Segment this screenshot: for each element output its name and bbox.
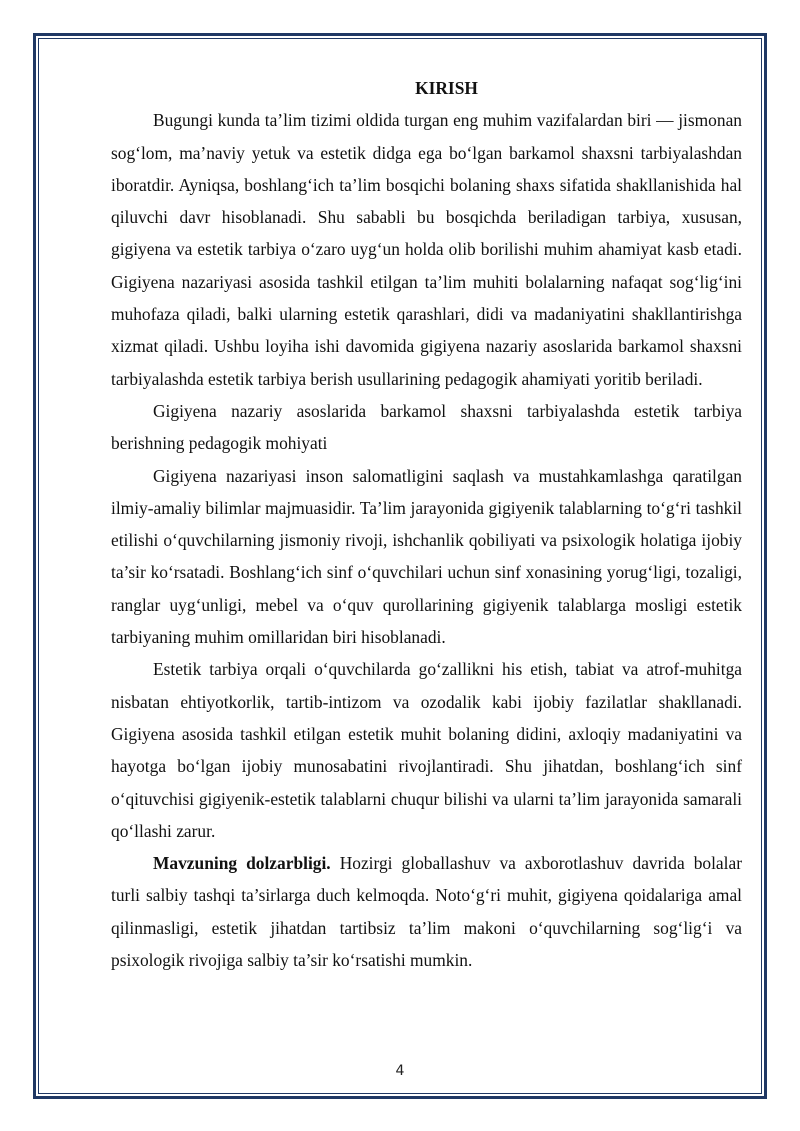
- page-number: 4: [395, 1063, 405, 1079]
- relevance-heading: Mavzuning dolzarbligi.: [153, 853, 331, 874]
- page-title: KIRISH: [415, 78, 478, 98]
- hygiene-theory-paragraph: Gigiyena nazariyasi inson salomatligini saqlash va mustahkamlashga qaratilgan ilmiy-amaliy bilimlar majmuasidir. Ta’lim jarayonida gigiyenik talablarning to‘g‘ri tashkil etilishi o‘quvchilarning jismoniy rivoji, ishchanlik qobiliyati va psixologik holatiga ijobiy ta’sir ko‘rsatadi. Boshlang‘ich sinf o‘quvchilari uchun sinf xonasining yorug‘ligi, tozaligi, ranglar uyg‘unligi, mebel va o‘quv qurollarining gigiyenik talablarga mosligi estetik tarbiyaning muhim omillaridan biri hisoblanadi.: [111, 465, 742, 648]
- aesthetic-education-paragraph: Estetik tarbiya orqali o‘quvchilarda go‘zallikni his etish, tabiat va atrof-muhitga nisbatan ehtiyotkorlik, tartib-intizom va ozodalik kabi ijobiy fazilatlar shakllanadi. Gigiyena asosida tashkil etilgan estetik muhit bolaning didini, axloqiy madaniyatini va hayotga bo‘lgan ijobiy munosabatini rivojlantiradi. Shu jihatdan, boshlang‘ich sinf o‘qituvchisi gigiyenik-estetik talablarni chuqur bilishi va ularni ta’lim jarayonida samarali qo‘llashi zarur.: [111, 659, 742, 841]
- relevance-text: Hozirgi globallashuv va axborotlashuv davrida bolalar turli salbiy tashqi ta’sirlarga duch kelmoqda. Noto‘g‘ri muhit, gigiyena qoidalariga amal qilinmasligi, estetik jihatdan tartibsiz ta’lim makoni o‘quvchilarning sog‘lig‘i va psixologik rivojiga salbiy ta’sir ko‘rsatishi mumkin.: [111, 853, 742, 971]
- intro-paragraph: Bugungi kunda ta’lim tizimi oldida turgan eng muhim vazifalardan biri — jismonan sog‘lom, ma’naviy yetuk va estetik didga ega bo‘lgan barkamol shaxsni tarbiyalashdan iboratdir. Ayniqsa, boshlang‘ich ta’lim bosqichi bolaning shaxs sifatida shakllanishida hal qiluvchi davr hisoblanadi. Shu sababli bu bosqichda beriladigan tarbiya, xususan, gigiyena va estetik tarbiya o‘zaro uyg‘un holda olib borilishi muhim ahamiyat kasb etadi. Gigiyena nazariyasi asosida tashkil etilgan ta’lim muhiti bolalarning nafaqat sog‘lig‘ini muhofaza qiladi, balki ularning estetik qarashlari, didi va madaniyatini shakllantirishga xizmat qiladi. Ushbu loyiha ishi davomida gigiyena nazariy asoslarida barkamol shaxsni tarbiyalashda estetik tarbiya berish usullarining pedagogik ahamiyati yoritib beriladi.: [111, 110, 742, 389]
- section-heading-paragraph: Gigiyena nazariy asoslarida barkamol shaxsni tarbiyalashda estetik tarbiya berishning pedagogik mohiyati: [111, 400, 742, 454]
- document-body: [111, 72, 742, 976]
- relevance-paragraph: [111, 847, 742, 976]
